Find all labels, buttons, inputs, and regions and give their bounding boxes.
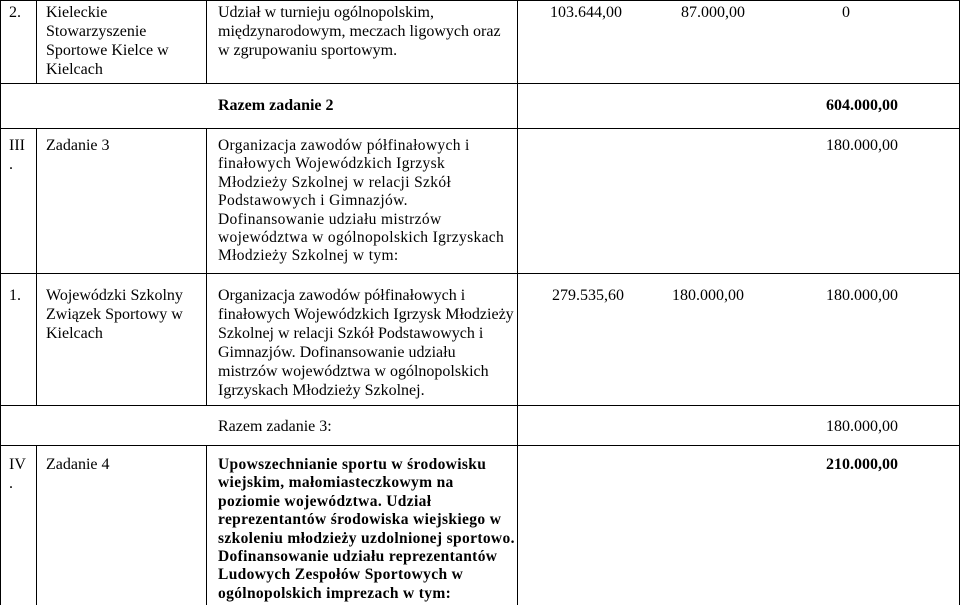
task-total: 180.000,00: [826, 137, 898, 154]
description-line: Młodzieży Szkolnej w relacji Szkół: [218, 173, 452, 191]
rule: [517, 83, 518, 605]
description-line: Podstawowych i Gimnazjów.: [218, 192, 408, 210]
row-number: III: [9, 137, 25, 154]
entity-name-line: Związek Sportowy w: [46, 306, 183, 323]
subtotal-value: 604.000,00: [826, 97, 898, 114]
amount: 180.000,00: [826, 287, 898, 304]
subtotal-label: Razem zadanie 2: [218, 97, 334, 114]
amount: 180.000,00: [672, 287, 744, 304]
rule: [0, 0, 1, 605]
description-line: Udział w turnieju ogólnopolskim,: [218, 4, 434, 21]
description-line: ogólnopolskich imprezach w tym:: [218, 584, 452, 602]
entity-name-line: Wojewódzki Szkolny: [46, 287, 183, 304]
description-line: Upowszechnianie sportu w środowisku: [218, 456, 487, 473]
description-line: Gimnazjów. Dofinansowanie udziału: [218, 344, 456, 361]
row-number: 2.: [9, 4, 21, 21]
description-line: Igrzyskach Młodzieży Szkolnej.: [218, 382, 425, 399]
task-name: Zadanie 3: [46, 137, 110, 154]
description-line: wiejskim, małomiasteczkowym na: [218, 474, 454, 492]
description-line: szkoleniu młodzieży uzdolnionej sportowo.: [218, 529, 515, 547]
row-number-dot: .: [9, 475, 13, 492]
rule: [36, 0, 37, 84]
description-line: województwa w ogólnopolskich Igrzyskach: [218, 229, 505, 246]
description-line: finałowych Wojewódzkich Igrzysk Młodzieży: [218, 306, 514, 323]
description-line: reprezentantów środowiska wiejskiego w: [218, 511, 502, 529]
description-line: Młodzieży Szkolnej w tym:: [218, 247, 399, 265]
description-line: poziomie województwa. Udział: [218, 492, 432, 510]
entity-name-line: Kielcach: [46, 61, 103, 78]
task-name: Zadanie 4: [46, 456, 110, 473]
description-line: Dofinansowanie udziału mistrzów: [218, 210, 442, 228]
description-line: w zgrupowaniu sportowym.: [218, 42, 398, 59]
rule: [206, 128, 207, 406]
entity-name-line: Sportowe Kielce w: [46, 42, 169, 59]
subtotal-label: Razem zadanie 3:: [218, 418, 332, 435]
entity-name-line: Kielcach: [46, 325, 103, 342]
row-number-dot: .: [9, 156, 13, 173]
description-line: Organizacja zawodów półfinałowych i: [218, 137, 470, 154]
subtotal-value: 180.000,00: [826, 418, 898, 435]
description-line: Organizacja zawodów półfinałowych i: [218, 287, 466, 304]
description-line: mistrzów województwa w ogólnopolskich: [218, 363, 489, 380]
rule: [36, 128, 37, 406]
amount: 87.000,00: [681, 4, 745, 21]
entity-name-line: Kieleckie: [46, 4, 108, 21]
description-line: finałowych Wojewódzkich Igrzysk: [218, 155, 446, 173]
description-line: Szkolnej w relacji Szkół Podstawowych i: [218, 325, 484, 342]
amount: 103.644,00: [550, 4, 622, 21]
description-line: międzynarodowym, meczach ligowych oraz: [218, 23, 501, 40]
row-number: IV: [9, 456, 26, 473]
rule: [206, 0, 207, 84]
rule: [0, 128, 960, 129]
task-total: 210.000,00: [826, 456, 898, 473]
amount: 0: [842, 4, 850, 21]
row-number: 1.: [9, 287, 21, 304]
rule: [36, 445, 37, 605]
rule: [0, 405, 960, 406]
entity-name-line: Stowarzyszenie: [46, 23, 147, 40]
rule: [0, 83, 960, 84]
rule: [0, 445, 960, 446]
rule: [0, 273, 960, 274]
description-line: Ludowych Zespołów Sportowych w: [218, 566, 464, 584]
rule: [0, 0, 960, 1]
amount: 279.535,60: [552, 287, 624, 304]
description-line: Dofinansowanie udziału reprezentantów: [218, 548, 498, 565]
rule: [206, 445, 207, 605]
